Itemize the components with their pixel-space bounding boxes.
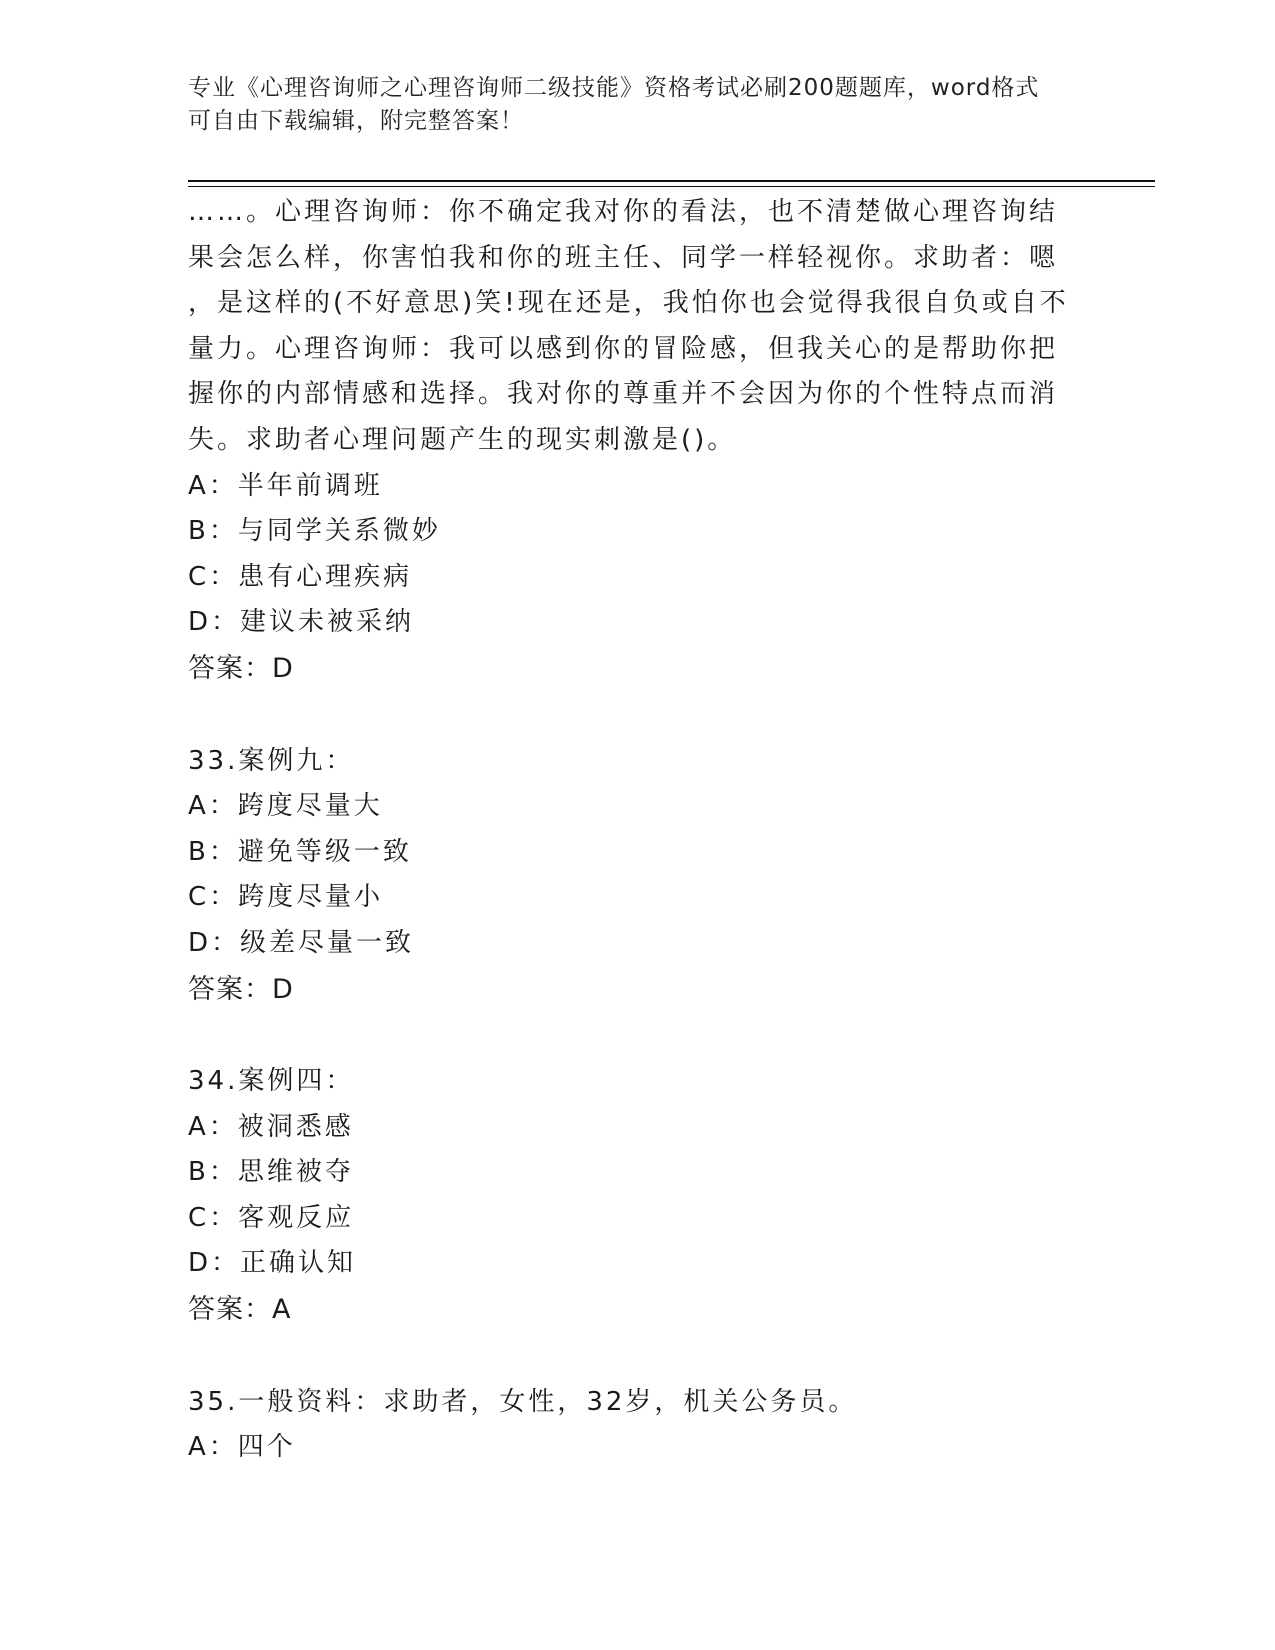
question-title: 34.案例四：: [188, 1066, 355, 1097]
header-line-1: 专业《心理咨询师之心理咨询师二级技能》资格考试必刷200题题库，word格式: [188, 75, 1040, 101]
question-text-line: 量力。心理咨询师：我可以感到你的冒险感，但我关心的是帮助你把: [188, 333, 1059, 364]
option-a: A：被洞悉感: [188, 1111, 354, 1142]
option-a: A：跨度尽量大: [188, 791, 383, 822]
question-text-line: 失。求助者心理问题产生的现实刺激是()。: [188, 424, 737, 455]
question-33: [188, 739, 1088, 1014]
option-d: D：建议未被采纳: [188, 607, 415, 638]
header-line-2: 可自由下载编辑，附完整答案！: [188, 108, 524, 134]
answer-value: A: [272, 1294, 292, 1326]
question-text-line: 握你的内部情感和选择。我对你的尊重并不会因为你的个性特点而消: [188, 379, 1059, 410]
question-32-text: [188, 190, 1088, 464]
question-text-line: ，是这样的(不好意思)笑!现在还是，我怕你也会觉得我很自负或自不: [188, 288, 1069, 319]
answer-line: [188, 646, 1088, 693]
document-header: [188, 72, 1068, 138]
option-c: C：患有心理疾病: [188, 561, 413, 592]
question-text-line: 果会怎么样，你害怕我和你的班主任、同学一样轻视你。求助者：嗯: [188, 242, 1059, 273]
question-title: 35.一般资料：求助者，女性，32岁，机关公务员。: [188, 1386, 858, 1417]
question-35: [188, 1380, 1088, 1471]
option-d: D：级差尽量一致: [188, 927, 415, 958]
header-rule-thick: [188, 180, 1155, 182]
option-d: D：正确认知: [188, 1248, 357, 1279]
answer-label: 答案：: [188, 652, 272, 684]
question-title: 33.案例九：: [188, 745, 355, 776]
option-b: B：避免等级一致: [188, 836, 412, 867]
option-b: B：思维被夺: [188, 1157, 354, 1188]
document-body: [188, 190, 1088, 1471]
answer-line: [188, 1287, 1088, 1334]
option-a: A：四个: [188, 1432, 296, 1463]
option-b: B：与同学关系微妙: [188, 516, 441, 547]
option-c: C：跨度尽量小: [188, 882, 384, 913]
spacer: [188, 693, 1088, 739]
spacer: [188, 1013, 1088, 1059]
option-c: C：客观反应: [188, 1202, 355, 1233]
answer-label: 答案：: [188, 1294, 272, 1326]
question-34: [188, 1059, 1088, 1334]
answer-value: D: [272, 652, 294, 684]
spacer: [188, 1334, 1088, 1380]
answer-value: D: [272, 973, 294, 1005]
header-rule-thin: [188, 186, 1155, 187]
question-text-line: ……。心理咨询师：你不确定我对你的看法，也不清楚做心理咨询结: [188, 197, 1059, 227]
question-32: [188, 190, 1088, 693]
answer-line: [188, 967, 1088, 1014]
answer-label: 答案：: [188, 973, 272, 1005]
option-a: A：半年前调班: [188, 470, 383, 501]
